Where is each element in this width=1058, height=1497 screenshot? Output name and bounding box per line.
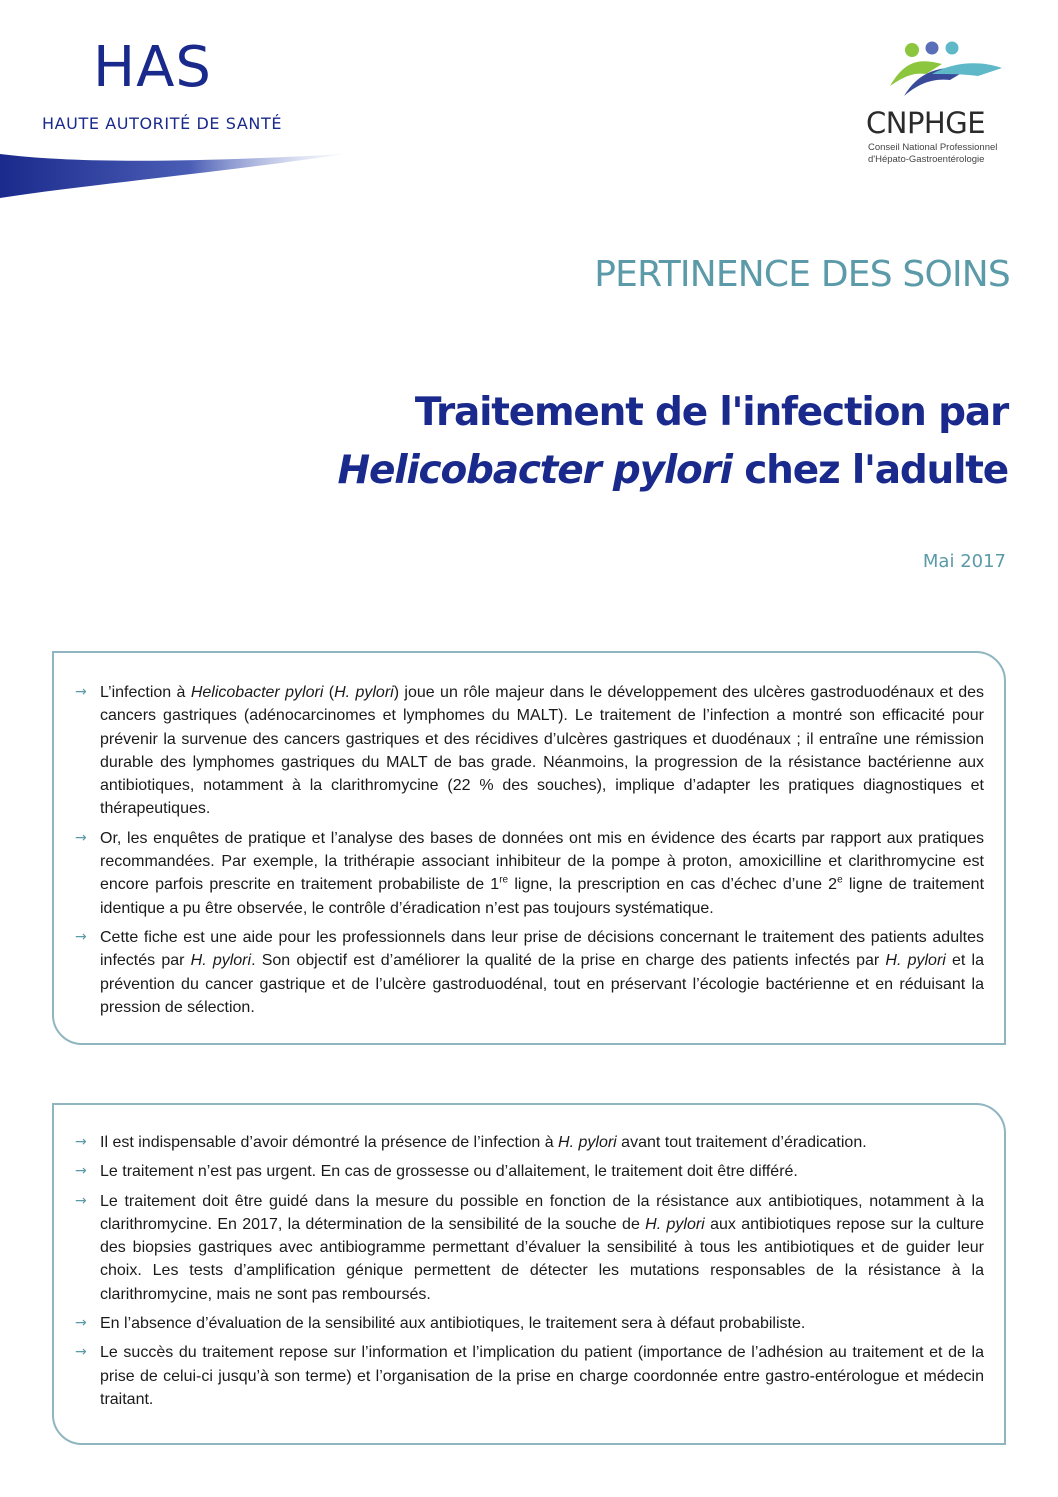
context-box <box>52 651 1006 1045</box>
title-line1: Traitement de l'infection par <box>414 390 1008 435</box>
cnphge-subtitle-line1: Conseil National Professionnel <box>868 142 998 153</box>
arrow-bullet-icon: → <box>75 1344 87 1361</box>
publication-date: Mai 2017 <box>922 551 1006 572</box>
has-tagline: HAUTE AUTORITÉ DE SANTÉ <box>42 114 283 133</box>
section-label: PERTINENCE DES SOINS <box>594 254 1010 295</box>
cnphge-subtitle-line2: d'Hépato-Gastroentérologie <box>868 154 985 165</box>
cnphge-subtitle <box>868 142 997 166</box>
page-title <box>308 384 1008 500</box>
has-logo-text: HAS <box>93 35 212 100</box>
list-item: → Cette fiche est une aide pour les professionnels dans leur prise de décisions concernant le traitement des patients adultes infectés par H. pylori. Son objectif est d’améliorer la qualité de la prise en charge des patients infectés par H. pylori et la prévention du cancer gastrique et de l’ulcère gastroduodénal, tout en préservant l’écologie bactérienne et en réduisant la pression de sélection. <box>100 926 984 1019</box>
arrow-bullet-icon: → <box>75 1134 87 1150</box>
cnphge-figures-graphic <box>860 38 1020 108</box>
has-swoosh-graphic <box>0 140 360 200</box>
list-item: → Le traitement doit être guidé dans la mesure du possible en fonction de la résistance aux antibiotiques, notamment à la clarithromycine. En 2017, la détermination de la sensibilité de la souche de H. pylori aux antibiotiques repose sur la culture des biopsies gastriques avec antibiogramme permettant d’évaluer la sensibilité à tous les antibiotiques et de guider leur choix. Les tests d’amplification génique permettent de détecter les mutations responsables de la résistance à la clarithromycine, mais ne sont pas remboursés. <box>100 1190 984 1306</box>
cnphge-name: CNPHGE <box>866 106 986 140</box>
arrow-bullet-icon: → <box>75 1163 87 1180</box>
arrow-bullet-icon: → <box>75 1192 87 1209</box>
title-italic-part: Helicobacter pylori <box>337 448 732 493</box>
list-item: → Le traitement n’est pas urgent. En cas de grossesse ou d’allaitement, le traitement doit être différé. <box>100 1160 984 1183</box>
key-points-list <box>75 1131 985 1417</box>
context-list <box>75 681 985 1025</box>
list-item: → En l’absence d’évaluation de la sensibilité aux antibiotiques, le traitement sera à défaut probabiliste. <box>100 1312 984 1335</box>
list-item: → Or, les enquêtes de pratique et l’analyse des bases de données ont mis en évidence des écarts par rapport aux pratiques recommandées. Par exemple, la trithérapie associant inhibiteur de la pompe à proton, amoxicilline et clarithromycine est encore parfois prescrite en traitement probabiliste de 1re ligne, la prescription en cas d’échec d’une 2e ligne de traitement identique a pu être observée, le contrôle d’éradication n’est pas toujours systématique. <box>100 827 984 920</box>
list-item: → L’infection à Helicobacter pylori (H. pylori) joue un rôle majeur dans le développement des ulcères gastroduodénaux et des cancers gastriques (adénocarcinomes et lymphomes du MALT). Le traitement de l’infection a montré son efficacité pour prévenir la survenue des cancers gastriques et des récidives d’ulcères gastriques et duodénaux ; il entraîne une rémission durable des lymphomes gastriques du MALT de bas grade. Néanmoins, la progression de la résistance bactérienne aux antibiotiques, notamment à la clarithromycine (22 % des souches), implique d’adapter les pratiques diagnostiques et thérapeutiques. <box>100 681 984 821</box>
title-line2 <box>308 442 1008 500</box>
list-item: → Le succès du traitement repose sur l’information et l’implication du patient (importance de l’adhésion au traitement et de la prise de celui-ci jusqu’à son terme) et l’organisation de la prise en charge coordonnée entre gastro-entérologue et médecin traitant. <box>100 1341 984 1411</box>
arrow-bullet-icon: → <box>75 684 87 700</box>
arrow-bullet-icon: → <box>75 829 87 846</box>
arrow-bullet-icon: → <box>75 928 87 945</box>
has-logo <box>0 0 360 215</box>
title-rest-part: chez l'adulte <box>731 448 1008 493</box>
key-points-box <box>52 1103 1006 1445</box>
arrow-bullet-icon: → <box>75 1315 87 1332</box>
list-item: → Il est indispensable d’avoir démontré la présence de l’infection à H. pylori avant tout traitement d’éradication. <box>100 1131 984 1154</box>
